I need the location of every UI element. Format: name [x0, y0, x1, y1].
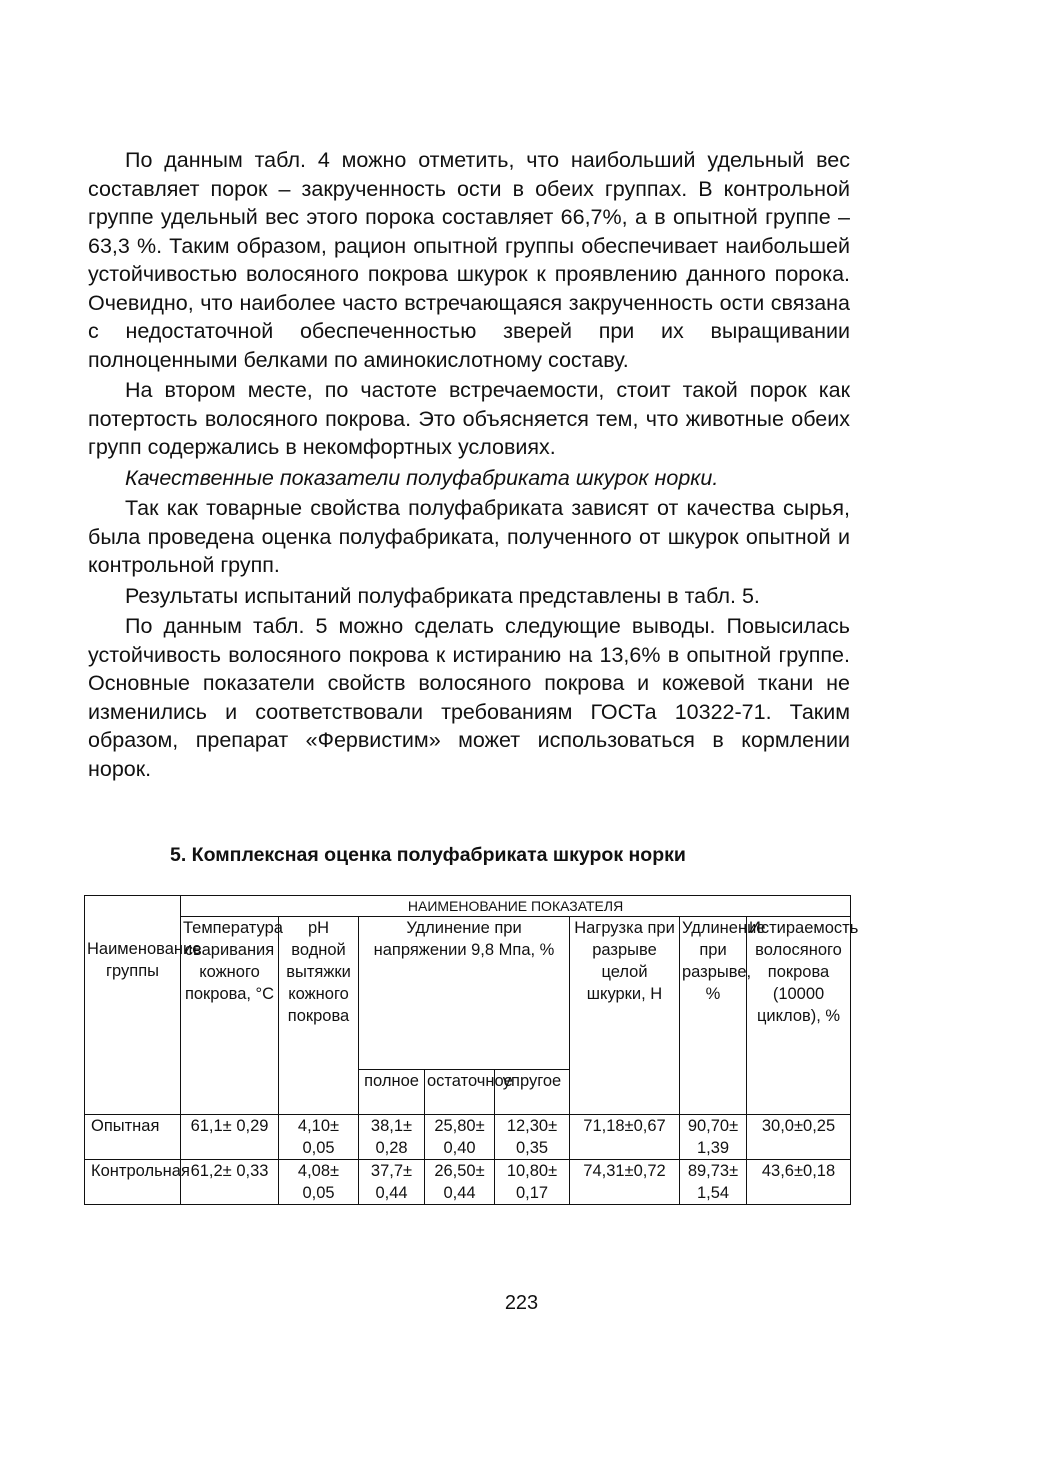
paragraph-2: На втором месте, по частоте встречаемости, стоит такой порок как потертость волосяного покрова. Это объясняется тем, что животные обеих групп содержались в некомфортных условиях. [88, 378, 850, 459]
cell-temp: 61,2± 0,33 [181, 1160, 279, 1205]
header-abrasion: Истираемость волосяного покрова (10000 циклов), % [747, 917, 851, 1115]
paragraph-5: По данным табл. 5 можно сделать следующие выводы. Повысилась устойчивость волосяного покрова к истиранию на 13,6% в опытной группе. Основные показатели свойств волосяного покрова и кожевой ткани не изменились и соответствовали требованиям ГОСТа 10322-71. Таким образом, препарат «Фервистим» может использоваться в кормлении норок. [88, 614, 850, 781]
header-elongation-elastic: упругое [495, 1070, 570, 1115]
cell-load: 74,31±0,72 [570, 1160, 680, 1205]
table-row [85, 1160, 851, 1205]
cell-residual: 25,80± 0,40 [425, 1115, 495, 1160]
header-group-name: Наименование группы [85, 896, 181, 1115]
header-elongation: Удлинение при напряжении 9,8 Мпа, % [359, 917, 570, 1070]
cell-break: 90,70± 1,39 [680, 1115, 747, 1160]
cell-residual: 26,50± 0,44 [425, 1160, 495, 1205]
paragraph-3: Так как товарные свойства полуфабриката зависят от качества сырья, была проведена оценка полуфабриката, полученного от шкурок опытной и контрольной групп. [88, 496, 850, 577]
cell-abrasion: 43,6±0,18 [747, 1160, 851, 1205]
page-number: 223 [504, 1292, 539, 1314]
cell-full: 37,7± 0,44 [359, 1160, 425, 1205]
header-temperature: Температура сваривания кожного покрова, °С [181, 917, 279, 1115]
results-table [84, 895, 859, 1205]
cell-ph: 4,08± 0,05 [279, 1160, 359, 1205]
cell-full: 38,1± 0,28 [359, 1115, 425, 1160]
table-caption: 5. Комплексная оценка полуфабриката шкурок норки [170, 844, 686, 866]
header-elongation-full: полное [359, 1070, 425, 1115]
cell-ph: 4,10± 0,05 [279, 1115, 359, 1160]
cell-load: 71,18±0,67 [570, 1115, 680, 1160]
header-indicator-name: НАИМЕНОВАНИЕ ПОКАЗАТЕЛЯ [181, 896, 851, 917]
header-elongation-residual: остаточное [425, 1070, 495, 1115]
header-load: Нагрузка при разрыве целой шкурки, Н [570, 917, 680, 1115]
row-group: Контрольная [85, 1160, 181, 1205]
header-ph: pH водной вытяжки кожного покрова [279, 917, 359, 1115]
cell-elastic: 12,30± 0,35 [495, 1115, 570, 1160]
body-text [88, 146, 850, 785]
table-row [85, 1115, 851, 1160]
cell-temp: 61,1± 0,29 [181, 1115, 279, 1160]
header-break-elongation: Удлинение при разрыве, % [680, 917, 747, 1115]
section-subheading: Качественные показатели полуфабриката шкурок норки. [125, 465, 719, 490]
paragraph-1: По данным табл. 4 можно отметить, что наибольший удельный вес составляет порок – закрученность ости в обеих группах. В контрольной группе удельный вес этого порока составляет 66,7%, а в опытной группе – 63,3 %. Таким образом, рацион опытной группы обеспечивает наибольшей устойчивостью волосяного покрова шкурок к проявлению данного порока. Очевидно, что наиболее часто встречающаяся закрученность ости связана с недостаточной обеспеченностью зверей при их выращивании полноценными белками по аминокислотному составу. [88, 148, 850, 372]
paragraph-4: Результаты испытаний полуфабриката представлены в табл. 5. [125, 583, 760, 608]
cell-break: 89,73± 1,54 [680, 1160, 747, 1205]
row-group: Опытная [85, 1115, 181, 1160]
cell-elastic: 10,80± 0,17 [495, 1160, 570, 1205]
cell-abrasion: 30,0±0,25 [747, 1115, 851, 1160]
